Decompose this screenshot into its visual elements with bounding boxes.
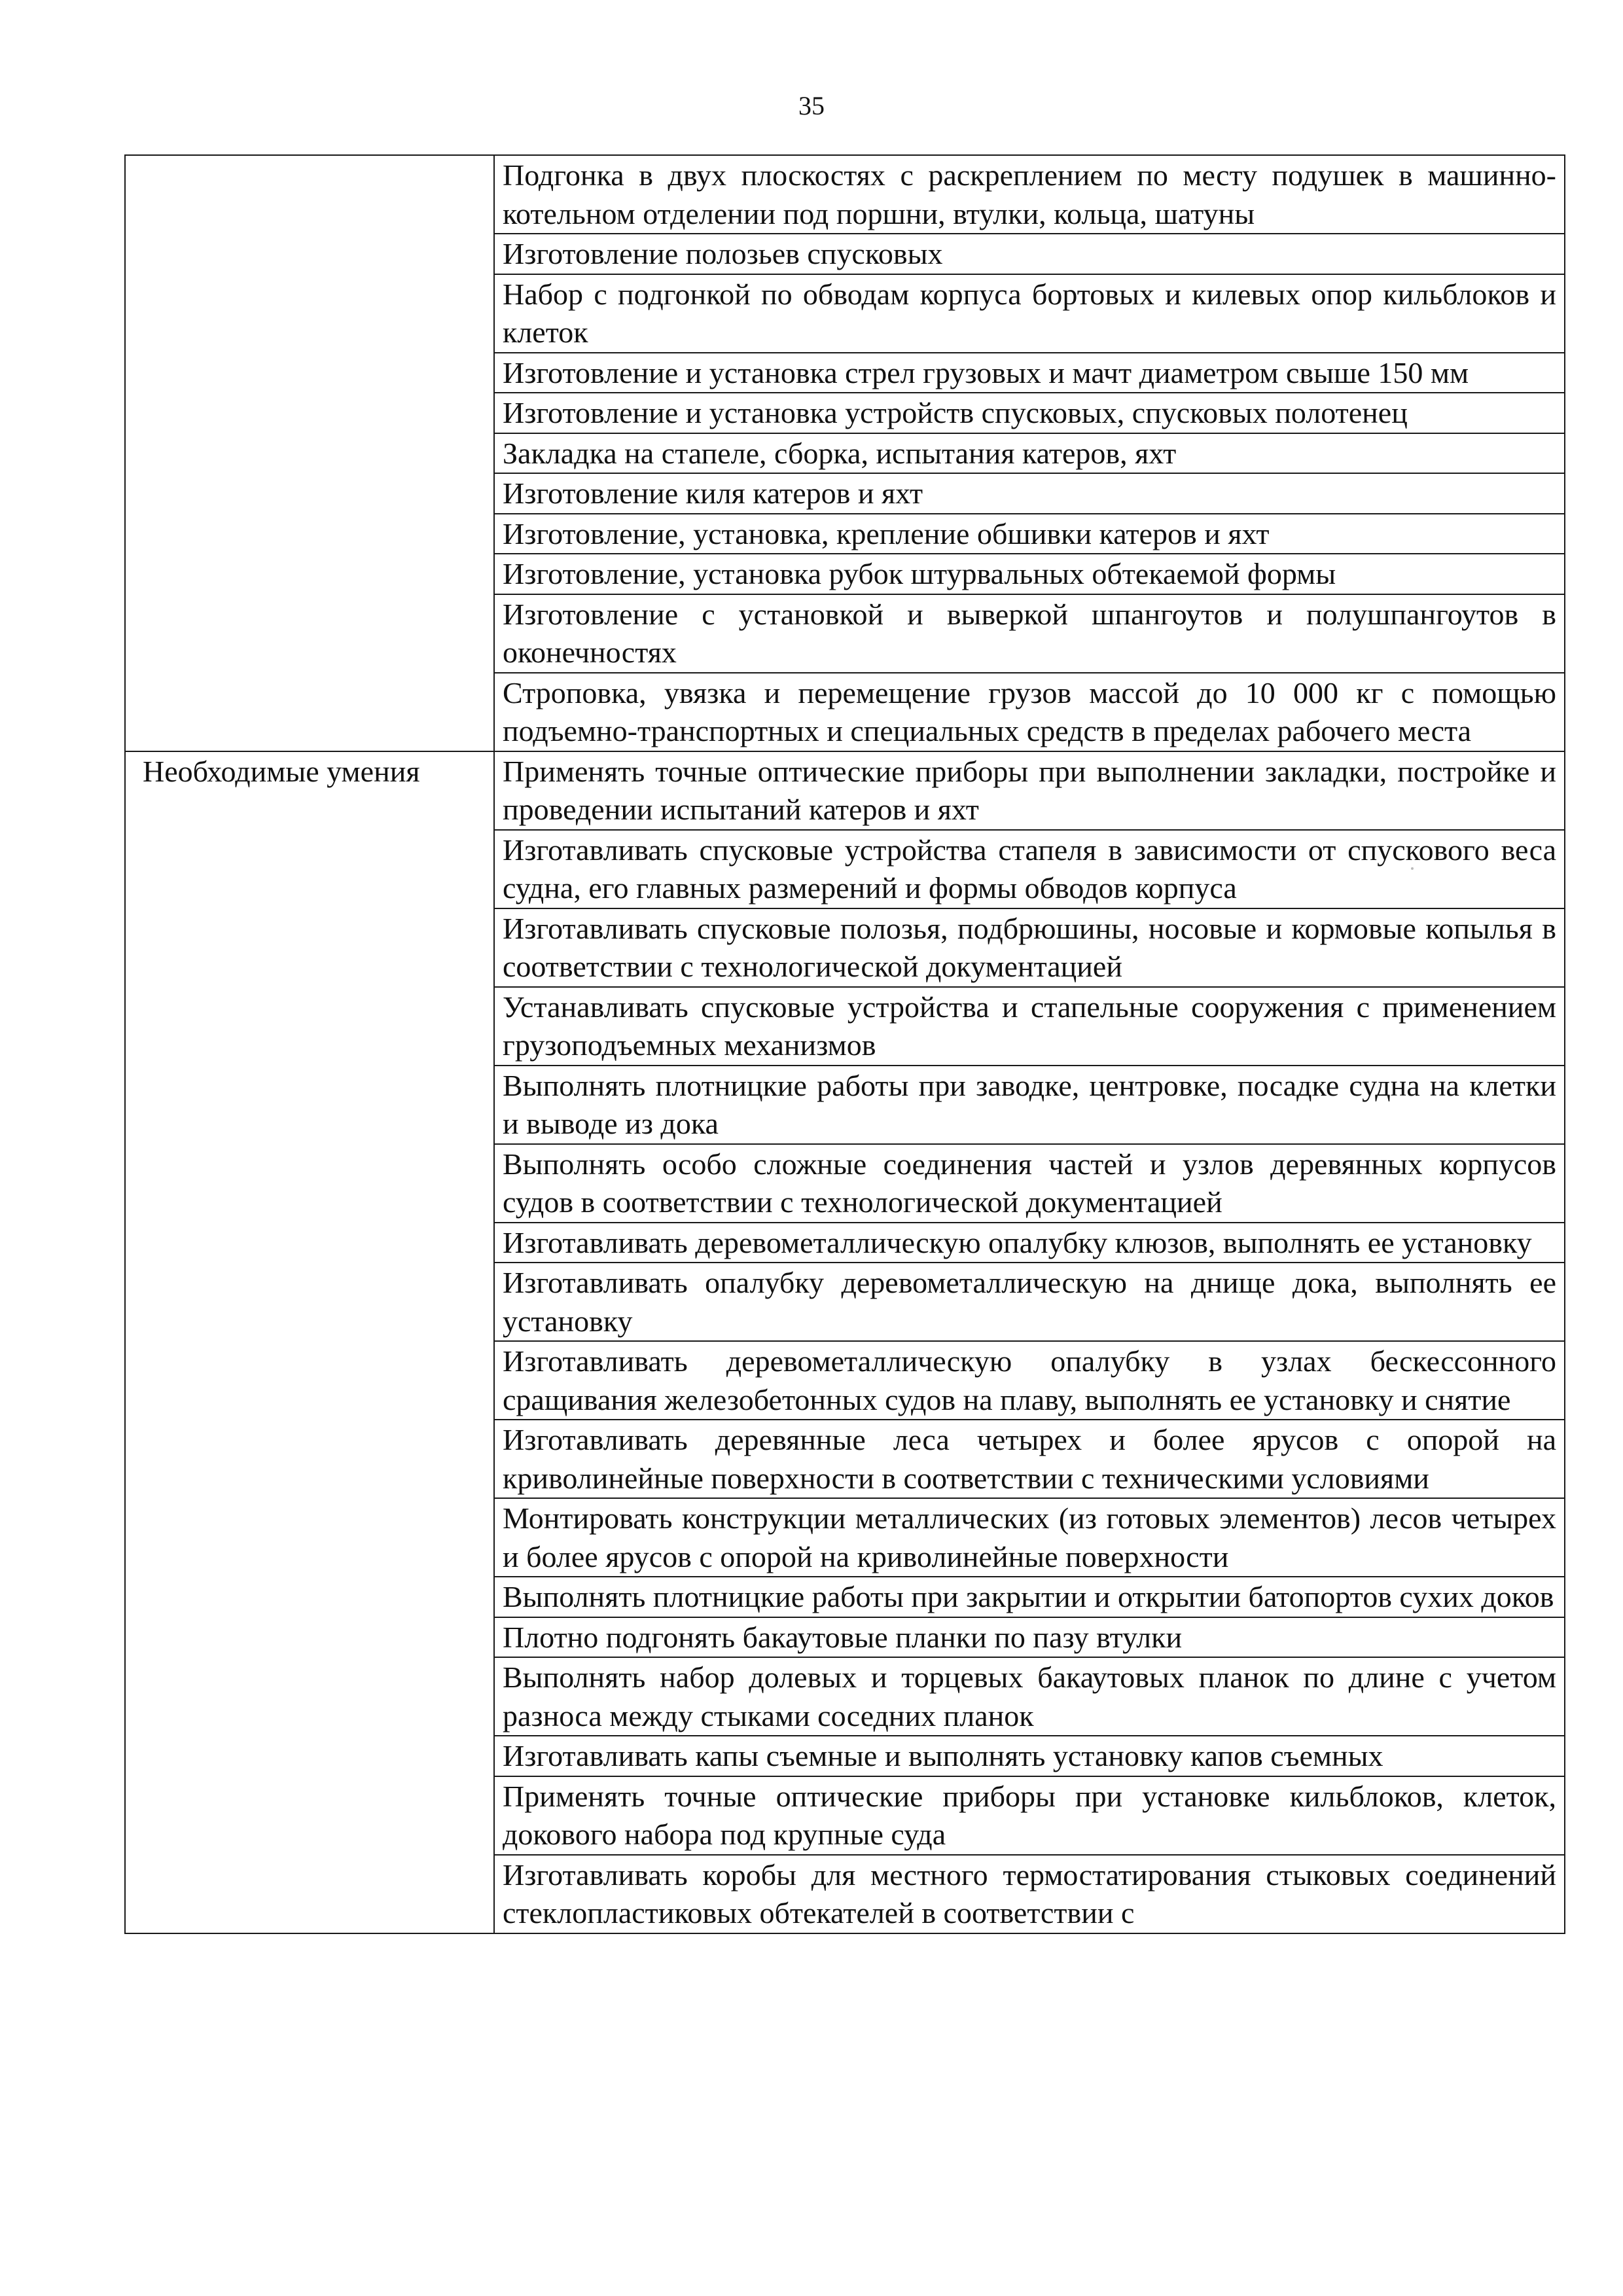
requirement-item: Набор с подгонкой по обводам корпуса бортовых и килевых опор кильблоков и клеток — [494, 274, 1565, 353]
requirement-item: Изготовление с установкой и выверкой шпангоутов и полушпангоутов в оконечностях — [494, 594, 1565, 673]
table-row — [125, 751, 1565, 830]
requirement-item: Изготовление полозьев спусковых — [494, 234, 1565, 274]
requirement-item: Изготовление киля катеров и яхт — [494, 473, 1565, 514]
requirement-item: Изготавливать деревометаллическую опалубку клюзов, выполнять ее установку — [494, 1223, 1565, 1263]
requirement-item: Изготавливать опалубку деревометаллическую на днище дока, выполнять ее установку — [494, 1263, 1565, 1341]
requirements-table — [124, 154, 1565, 1934]
requirement-item: Изготавливать коробы для местного термостатирования стыковых соединений стеклопластиковых обтекателей в соответствии с — [494, 1855, 1565, 1933]
requirement-item: Закладка на стапеле, сборка, испытания катеров, яхт — [494, 433, 1565, 474]
page-number: 35 — [798, 91, 825, 120]
requirement-item: Выполнять особо сложные соединения частей и узлов деревянных корпусов судов в соответствии с технологической документацией — [494, 1144, 1565, 1223]
requirement-item: Изготавливать спусковые устройства стапеля в зависимости от спускового веса судна, его главных размерений и формы обводов корпуса — [494, 830, 1565, 908]
section-label: Необходимые умения — [125, 751, 494, 1933]
section-label — [125, 155, 494, 751]
requirement-item: Изготавливать деревянные леса четырех и более ярусов с опорой на криволинейные поверхности в соответствии с техническими условиями — [494, 1420, 1565, 1498]
requirement-item: Выполнять плотницкие работы при закрытии и открытии батопортов сухих доков — [494, 1577, 1565, 1617]
requirement-item: Плотно подгонять бакаутовые планки по пазу втулки — [494, 1617, 1565, 1658]
requirement-item: Изготавливать деревометаллическую опалубку в узлах бескессонного сращивания железобетонных судов на плаву, выполнять ее установку и снятие — [494, 1341, 1565, 1420]
requirement-item: Изготавливать капы съемные и выполнять установку капов съемных — [494, 1736, 1565, 1776]
requirement-item: Монтировать конструкции металлических (из готовых элементов) лесов четырех и более ярусов с опорой на криволинейные поверхности — [494, 1498, 1565, 1577]
requirement-item: Изготовление и установка стрел грузовых и мачт диаметром свыше 150 мм — [494, 353, 1565, 393]
requirement-item: Применять точные оптические приборы при выполнении закладки, постройке и проведении испытаний катеров и яхт — [494, 751, 1565, 830]
requirement-item: Устанавливать спусковые устройства и стапельные сооружения с применением грузоподъемных механизмов — [494, 987, 1565, 1066]
requirement-item: Применять точные оптические приборы при установке кильблоков, клеток, докового набора под крупные суда — [494, 1776, 1565, 1855]
requirement-item: Выполнять плотницкие работы при заводке, центровке, посадке судна на клетки и выводе из дока — [494, 1066, 1565, 1144]
requirement-item: Подгонка в двух плоскостях с раскреплением по месту подушек в машинно-котельном отделении под поршни, втулки, кольца, шатуны — [494, 155, 1565, 234]
requirement-item: Изготовление и установка устройств спусковых, спусковых полотенец — [494, 393, 1565, 433]
requirement-item: Строповка, увязка и перемещение грузов массой до 10 000 кг с помощью подъемно-транспортных и специальных средств в пределах рабочего места — [494, 673, 1565, 751]
table-row — [125, 155, 1565, 234]
requirement-item: Изготовление, установка, крепление обшивки катеров и яхт — [494, 514, 1565, 554]
scan-speck — [1411, 867, 1414, 870]
requirement-item: Изготавливать спусковые полозья, подбрюшины, носовые и кормовые копылья в соответствии с технологической документацией — [494, 908, 1565, 987]
requirement-item: Выполнять набор долевых и торцевых бакаутовых планок по длине с учетом разноса между стыками соседних планок — [494, 1657, 1565, 1736]
requirements-table-body — [125, 155, 1565, 1933]
requirement-item: Изготовление, установка рубок штурвальных обтекаемой формы — [494, 554, 1565, 594]
